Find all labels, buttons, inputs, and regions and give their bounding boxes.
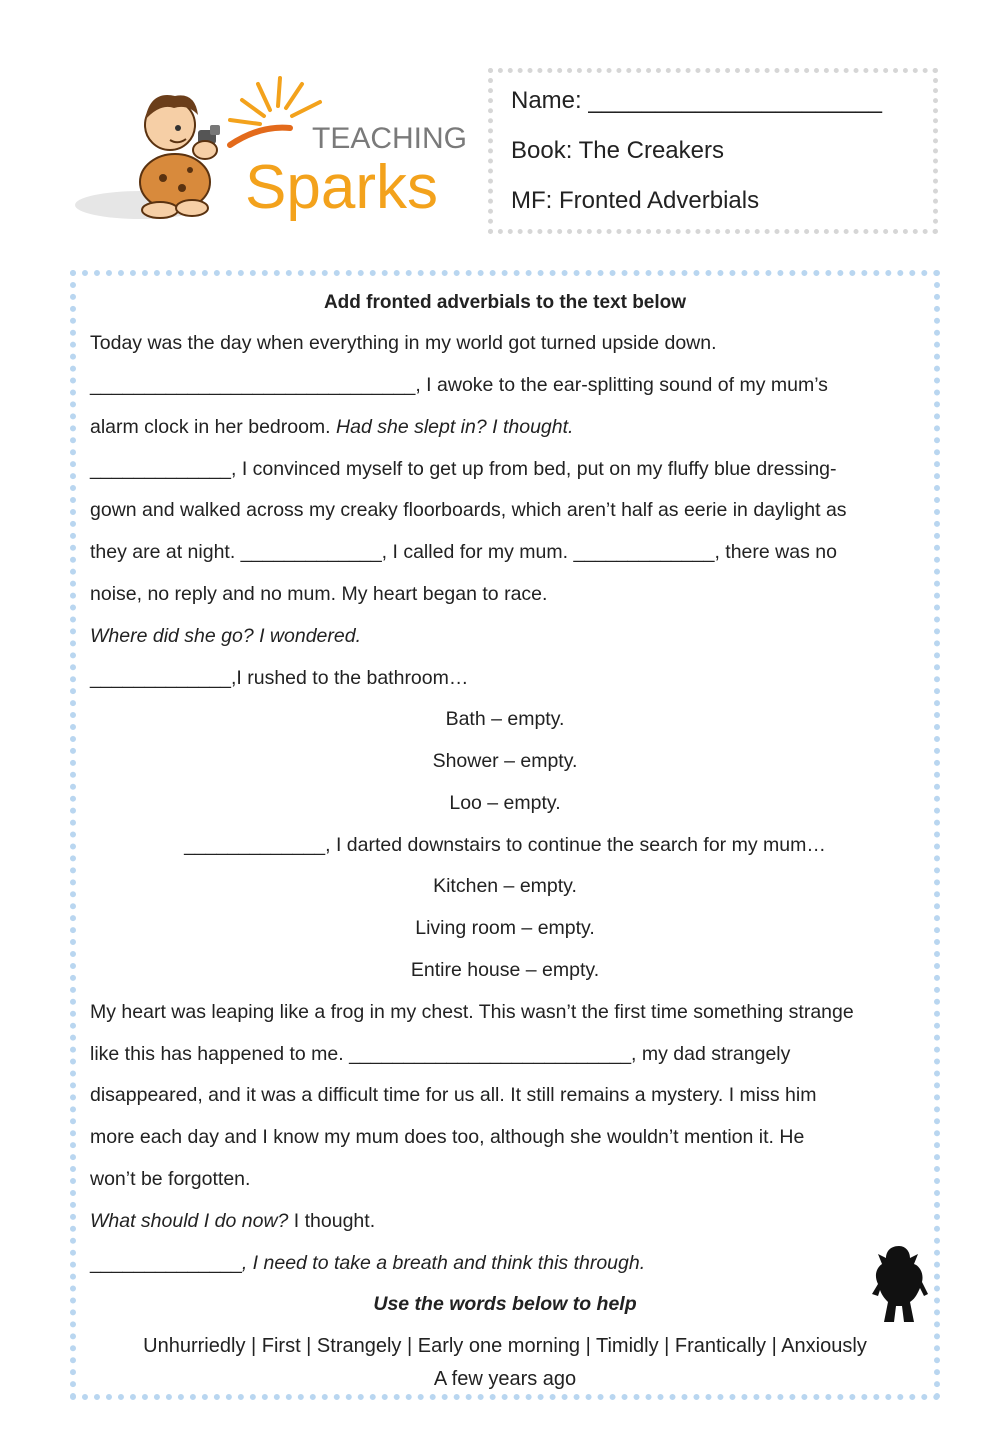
story-line: ______________________________, I awoke to the ear-splitting sound of my mum’s bbox=[90, 374, 828, 396]
worksheet-title: Add fronted adverbials to the text below bbox=[323, 292, 687, 313]
story-line: disappeared, and it was a difficult time for us all. It still remains a mystery. I miss him bbox=[90, 1084, 817, 1106]
story-line bbox=[90, 1252, 645, 1275]
help-title: Use the words below to help bbox=[373, 1293, 637, 1315]
logo-sparks-text: Sparks bbox=[245, 153, 438, 222]
room-line: Entire house – empty. bbox=[410, 959, 600, 981]
room-line: Shower – empty. bbox=[432, 750, 578, 772]
name-field[interactable]: Name: ______________________ bbox=[511, 87, 883, 114]
story-line bbox=[90, 416, 573, 439]
story-text: I thought. bbox=[288, 1210, 376, 1232]
story-line: like this has happened to me. __________________________, my dad strangely bbox=[90, 1043, 791, 1065]
story-text: alarm clock in her bedroom. bbox=[90, 416, 337, 438]
story-line: _____________,I rushed to the bathroom… bbox=[90, 667, 469, 689]
story-line: they are at night. _____________, I called for my mum. _____________, there was no bbox=[90, 541, 837, 563]
spark-burst-icon bbox=[230, 78, 320, 124]
word-bank: Unhurriedly | First | Strangely | Early one morning | Timidly | Frantically | Anxiously bbox=[143, 1335, 867, 1357]
story-line: won’t be forgotten. bbox=[90, 1168, 251, 1190]
thought-text: What should I do now? bbox=[90, 1210, 289, 1232]
story-line: gown and walked across my creaky floorboards, which aren’t half as eerie in daylight as bbox=[90, 499, 847, 521]
story-line: _____________, I convinced myself to get up from bed, put on my fluffy blue dressing- bbox=[90, 458, 837, 480]
story-line: My heart was leaping like a frog in my chest. This wasn’t the first time something strange bbox=[90, 1001, 854, 1023]
room-line: Bath – empty. bbox=[445, 708, 565, 730]
caveman-icon bbox=[140, 95, 220, 218]
book-title: Book: The Creakers bbox=[511, 137, 724, 164]
story-line bbox=[90, 1210, 375, 1233]
logo-teaching-text: TEACHING bbox=[312, 122, 468, 155]
worksheet-panel bbox=[70, 270, 940, 1400]
story-line: Today was the day when everything in my world got turned upside down. bbox=[90, 332, 717, 354]
room-line: Living room – empty. bbox=[415, 917, 595, 939]
room-line: Loo – empty. bbox=[449, 792, 561, 814]
thought-line: Where did she go? I wondered. bbox=[90, 625, 362, 647]
creature-silhouette-icon bbox=[868, 1242, 930, 1328]
thought-text: , I need to take a breath and think this through. bbox=[241, 1252, 646, 1274]
mf-label: MF: Fronted Adverbials bbox=[511, 187, 760, 214]
answer-blank[interactable]: ______________ bbox=[90, 1252, 242, 1274]
story-line: _____________, I darted downstairs to continue the search for my mum… bbox=[184, 834, 826, 856]
word-bank: A few years ago bbox=[433, 1368, 577, 1390]
student-info-box bbox=[488, 68, 938, 234]
story-line: more each day and I know my mum does too, although she wouldn’t mention it. He bbox=[90, 1126, 805, 1148]
story-line: noise, no reply and no mum. My heart began to race. bbox=[90, 583, 548, 605]
room-line: Kitchen – empty. bbox=[433, 875, 577, 897]
teaching-sparks-logo bbox=[70, 70, 480, 240]
thought-text: Had she slept in? I thought. bbox=[336, 416, 574, 438]
